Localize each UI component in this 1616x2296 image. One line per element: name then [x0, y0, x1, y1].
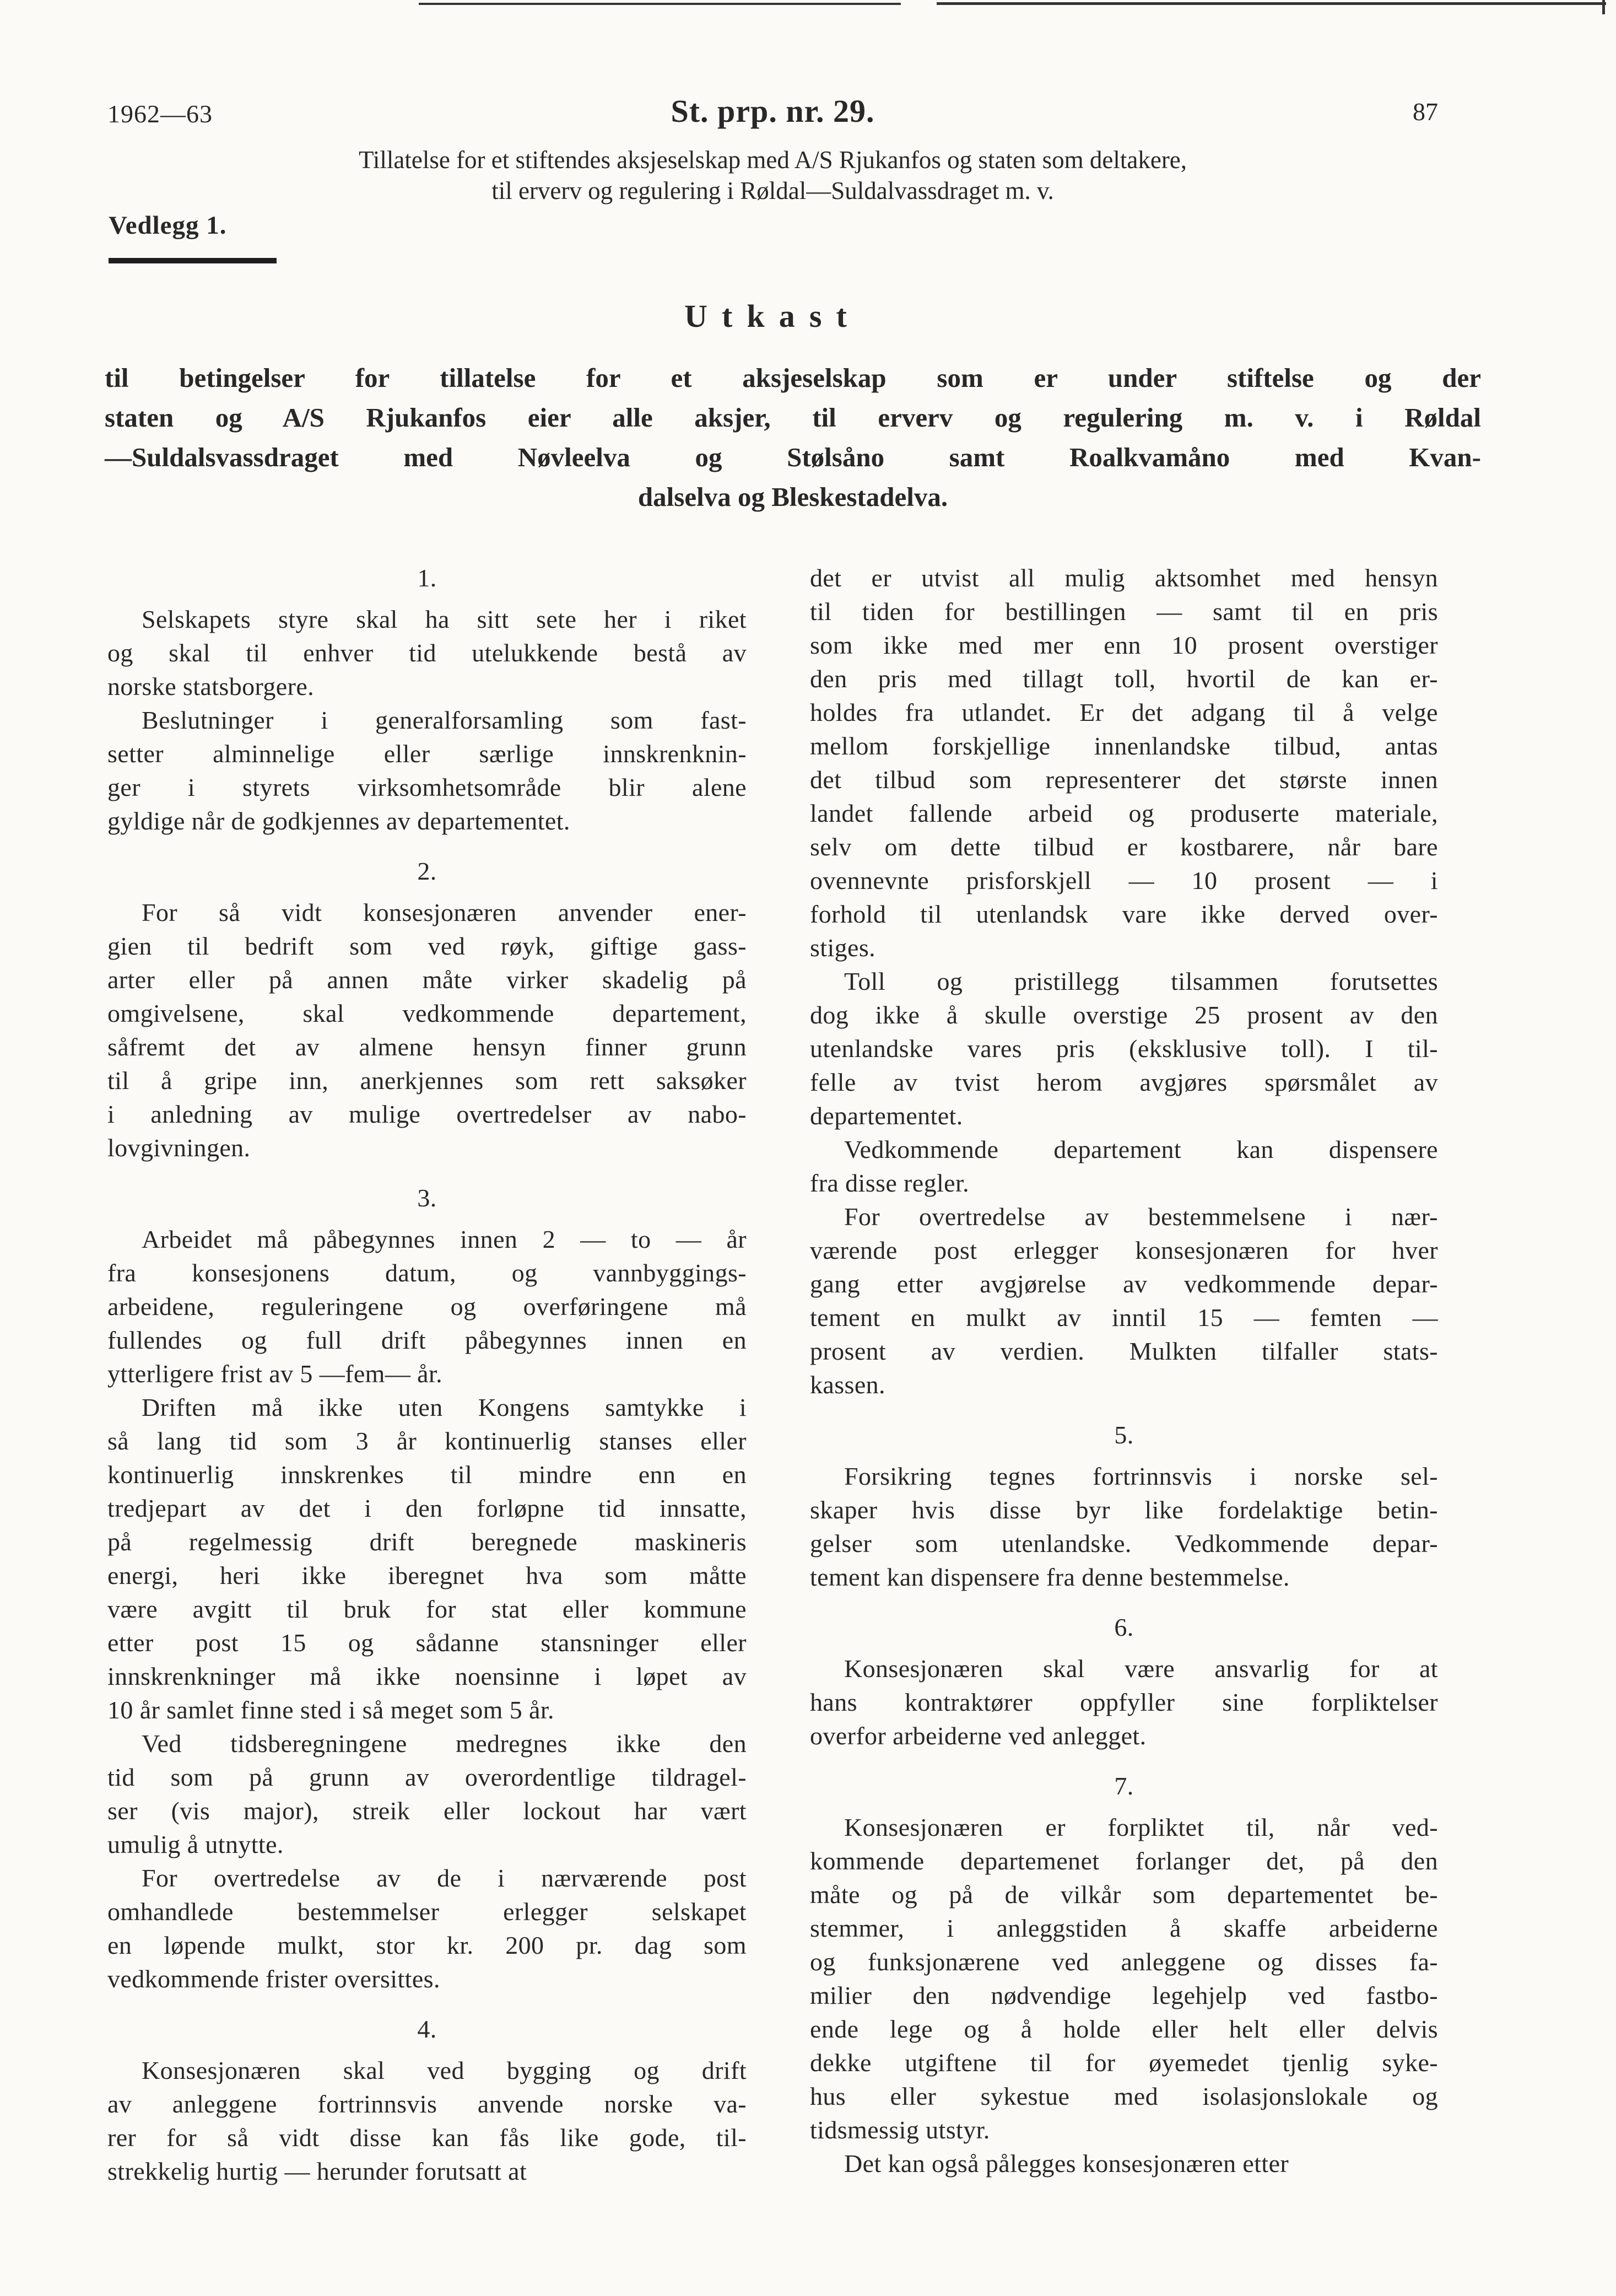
- section-number: 6.: [1114, 1613, 1134, 1641]
- text-line: arter eller på annen måte virker skadelig på: [107, 966, 747, 994]
- text-line: For så vidt konsesjonæren anvender ener-: [142, 898, 747, 926]
- text-line: det er utvist all mulig aktsomhet med hensyn: [810, 564, 1438, 592]
- paragraph: [107, 1727, 747, 1861]
- text-line: felle av tvist herom avgjøres spørsmålet av: [810, 1068, 1438, 1096]
- text-line: kassen.: [810, 1371, 885, 1399]
- text-line: kommende departemenet forlanger det, på den: [810, 1847, 1438, 1875]
- text-line: umulig å utnytte.: [107, 1830, 284, 1858]
- text-line: dog ikke å skulle overstige 25 prosent av den: [810, 1001, 1438, 1029]
- text-line: strekkelig hurtig — herunder forutsatt at: [107, 2157, 527, 2185]
- text-line: fra konsesjonens datum, og vannbyggings-: [107, 1259, 747, 1287]
- section-number: 2.: [417, 857, 437, 885]
- text-line: milier den nødvendige legehjelp ved fastbo-: [810, 1981, 1438, 2009]
- text-line: mellom forskjellige innenlandske tilbud, antas: [810, 732, 1438, 760]
- text-line: setter alminnelige eller særlige innskrenknin-: [107, 740, 747, 768]
- paragraph: [107, 703, 747, 838]
- text-line: og funksjonærene ved anleggene og disses fa-: [810, 1948, 1438, 1976]
- text-line: en løpende mulkt, stor kr. 200 pr. dag som: [107, 1931, 747, 1959]
- text-line: kontinuerlig innskrenkes til mindre enn en: [107, 1460, 747, 1489]
- attachment-underline: [109, 258, 277, 263]
- paragraph: [107, 1390, 747, 1727]
- text-line: dekke utgiftene til for øyemedet tjenlig syke-: [810, 2049, 1438, 2077]
- paragraph: [107, 1222, 747, 1390]
- text-line: være avgitt til bruk for stat eller kommune: [107, 1595, 747, 1623]
- text-line: tidsmessig utstyr.: [810, 2116, 990, 2144]
- text-line: For overtredelse av bestemmelsene i nær-: [844, 1203, 1438, 1231]
- paragraph: [810, 1652, 1438, 1753]
- text-line: innskrenkninger må ikke noensinne i løpet av: [107, 1662, 747, 1690]
- text-line: tredjepart av det i den forløpne tid innsatte,: [107, 1494, 747, 1522]
- text-line: rer for så vidt disse kan fås like gode, til-: [107, 2123, 747, 2152]
- text-line: til betingelser for tillatelse for et aksjeselskap som er under stiftelse og der: [105, 363, 1481, 393]
- text-line: tement en mulkt av inntil 15 — femten —: [810, 1303, 1438, 1332]
- text-line: av anleggene fortrinnsvis anvende norske va-: [107, 2090, 747, 2118]
- text-line: overfor arbeiderne ved anlegget.: [810, 1722, 1147, 1750]
- text-line: lovgivningen.: [107, 1134, 251, 1162]
- text-line: til tiden for bestillingen — samt til en pris: [810, 597, 1438, 626]
- text-line: energi, heri ikke iberegnet hva som måtte: [107, 1561, 747, 1589]
- text-line: tid som på grunn av overordentlige tildragel-: [107, 1763, 747, 1791]
- section-number: 4.: [417, 2015, 437, 2043]
- section-number: 5.: [1114, 1421, 1134, 1449]
- text-line: gyldige når de godkjennes av departementet.: [107, 807, 570, 835]
- text-line: Toll og pristillegg tilsammen forutsettes: [844, 967, 1438, 995]
- text-line: skaper hvis disse byr like fordelaktige betin-: [810, 1496, 1438, 1524]
- text-line: departementet.: [810, 1102, 963, 1130]
- text-line: værende post erlegger konsesjonæren for hver: [810, 1236, 1438, 1264]
- draft-heading: Utkast: [684, 298, 861, 334]
- paragraph: [810, 1200, 1438, 1402]
- text-line: vedkommende frister oversittes.: [107, 1965, 440, 1993]
- text-line: etter post 15 og sådanne stansninger eller: [107, 1629, 747, 1657]
- text-line: ger i styrets virksomhetsområde blir alene: [107, 773, 747, 801]
- text-line: staten og A/S Rjukanfos eier alle aksjer, til erverv og regulering m. v. i Røldal: [105, 402, 1481, 433]
- left-column: [107, 561, 747, 2188]
- text-line: fra disse regler.: [810, 1169, 970, 1197]
- text-line: Det kan også pålegges konsesjonæren etter: [844, 2149, 1289, 2178]
- text-line: i anledning av mulige overtredelser av nabo-: [107, 1100, 747, 1128]
- paragraph: [107, 1861, 747, 1996]
- text-line: måte og på de vilkår som departementet be-: [810, 1880, 1438, 1909]
- right-column: [810, 561, 1438, 2180]
- text-line: omgivelsene, skal vedkommende departement,: [107, 999, 747, 1027]
- document-title: St. prp. nr. 29.: [671, 93, 875, 129]
- text-line: ende lege og å holde eller helt eller delvis: [810, 2015, 1438, 2043]
- text-line: 10 år samlet finne sted i så meget som 5 år.: [107, 1696, 554, 1724]
- text-line: Konsesjonæren er forpliktet til, når ved-: [844, 1813, 1438, 1841]
- page-number: 87: [1413, 98, 1438, 126]
- document-subtitle: [107, 144, 1438, 206]
- text-line: som ikke med mer enn 10 prosent overstiger: [810, 631, 1438, 659]
- section-number: 3.: [417, 1184, 437, 1212]
- text-line: Vedkommende departement kan dispensere: [844, 1135, 1438, 1163]
- text-line: ovennevnte prisforskjell — 10 prosent — i: [810, 866, 1438, 894]
- text-line: stiges.: [810, 934, 876, 962]
- text-line: til å gripe inn, anerkjennes som rett saksøker: [107, 1066, 747, 1095]
- scan-artifact-line: [937, 2, 1606, 5]
- text-line: gelser som utenlandske. Vedkommende depar-: [810, 1529, 1438, 1557]
- text-line: gang etter avgjørelse av vedkommende depar-: [810, 1270, 1438, 1298]
- text-line: såfremt det av almene hensyn finner grunn: [107, 1033, 747, 1061]
- section-number: 1.: [417, 564, 437, 592]
- paragraph: [107, 2054, 747, 2188]
- section-number: 7.: [1114, 1772, 1134, 1800]
- text-line: ytterligere frist av 5 —fem— år.: [107, 1360, 443, 1388]
- paragraph: [107, 896, 747, 1165]
- text-line: Arbeidet må påbegynnes innen 2 — to — år: [142, 1225, 747, 1253]
- attachment-label: Vedlegg 1.: [109, 211, 227, 240]
- paragraph: [810, 1459, 1438, 1594]
- text-line: gien til bedrift som ved røyk, giftige gass-: [107, 932, 747, 960]
- text-line: ser (vis major), streik eller lockout har vært: [107, 1797, 747, 1825]
- text-line: Selskapets styre skal ha sitt sete her i riket: [142, 605, 747, 633]
- text-line: norske statsborgere.: [107, 672, 315, 700]
- text-line: det tilbud som representerer det største innen: [810, 766, 1438, 794]
- subtitle-line: til erverv og regulering i Røldal—Suldalvassdraget m. v.: [491, 177, 1054, 204]
- text-line: tement kan dispensere fra denne bestemmelse.: [810, 1563, 1290, 1591]
- subtitle-line: Tillatelse for et stiftendes aksjeselskap med A/S Rjukanfos og staten som deltakere,: [358, 146, 1187, 174]
- text-line: stemmer, i anleggstiden å skaffe arbeiderne: [810, 1914, 1438, 1942]
- text-line: Konsesjonæren skal ved bygging og drift: [142, 2056, 747, 2084]
- text-line: forhold til utenlandsk vare ikke derved over-: [810, 900, 1438, 928]
- text-line: så lang tid som 3 år kontinuerlig stanses eller: [107, 1427, 747, 1455]
- paragraph: [810, 1133, 1438, 1200]
- paragraph: [810, 2147, 1438, 2180]
- paragraph: [810, 1810, 1438, 2147]
- text-line: og skal til enhver tid utelukkende bestå av: [107, 639, 747, 667]
- paragraph: [810, 964, 1438, 1133]
- draft-intro: [105, 358, 1481, 517]
- text-line: For overtredelse av de i nærværende post: [142, 1864, 747, 1892]
- scan-artifact-line: [419, 3, 901, 5]
- text-line: selv om dette tilbud er kostbarere, når bare: [810, 833, 1438, 861]
- text-line: hans kontraktører oppfyller sine forpliktelser: [810, 1688, 1438, 1716]
- text-line: Forsikring tegnes fortrinnsvis i norske sel-: [844, 1462, 1438, 1490]
- text-line: Ved tidsberegningene medregnes ikke den: [142, 1729, 747, 1758]
- text-line: den pris med tillagt toll, hvortil de kan er-: [810, 665, 1438, 693]
- text-line: dalselva og Bleskestadelva.: [637, 482, 948, 512]
- text-line: —Suldalsvassdraget med Nøvleelva og Stølsåno samt Roalkvamåno med Kvan-: [105, 442, 1481, 472]
- scan-artifact-mark: [1602, 0, 1605, 14]
- paragraph: [107, 602, 747, 703]
- text-line: på regelmessig drift beregnede maskineris: [107, 1528, 747, 1556]
- text-line: fullendes og full drift påbegynnes innen en: [107, 1326, 747, 1354]
- paragraph: [810, 561, 1438, 964]
- session-label: 1962—63: [107, 100, 213, 128]
- text-line: holdes fra utlandet. Er det adgang til å velge: [810, 698, 1438, 726]
- text-line: omhandlede bestemmelser erlegger selskapet: [107, 1898, 747, 1926]
- text-line: Driften må ikke uten Kongens samtykke i: [142, 1393, 747, 1421]
- text-line: Konsesjonæren skal være ansvarlig for at: [844, 1654, 1438, 1683]
- text-line: utenlandske vares pris (eksklusive toll). I til-: [810, 1034, 1438, 1063]
- text-line: arbeidene, reguleringene og overføringene må: [107, 1292, 747, 1321]
- text-line: Beslutninger i generalforsamling som fast-: [142, 706, 747, 734]
- text-line: landet fallende arbeid og produserte materiale,: [810, 799, 1438, 827]
- masthead: [107, 93, 1438, 142]
- text-line: prosent av verdien. Mulkten tilfaller stats-: [810, 1337, 1438, 1365]
- text-line: hus eller sykestue med isolasjonslokale og: [810, 2082, 1438, 2110]
